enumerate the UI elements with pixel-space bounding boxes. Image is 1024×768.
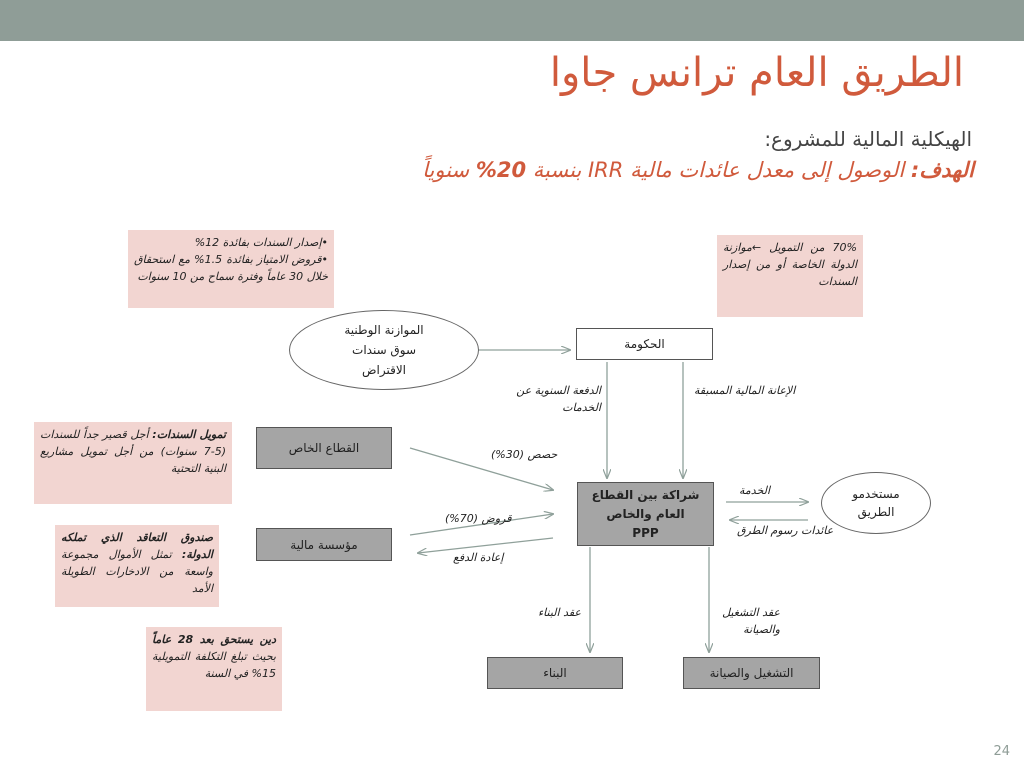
goal-label: الهدف:: [910, 158, 974, 182]
node-private-sector: القطاع الخاص: [256, 427, 392, 469]
note-funding-70-text: 70% من التمويل ←موازنة الدولة الخاصة أو من إصدار السندات: [723, 241, 857, 288]
label-om-contract: [718, 604, 780, 638]
note-bond-finance-bold: تمويل السندات:: [152, 428, 226, 441]
label-construction-contract: عقد البناء: [538, 606, 581, 619]
label-om-contract-text: عقد التشغيل والصيانة: [722, 606, 780, 636]
note-debt-text: بحيث تبلغ التكلفة التمويلية 15% في السنة: [152, 650, 276, 680]
goal-suffix: سنوياً: [422, 158, 476, 182]
label-service: الخدمة: [739, 484, 771, 497]
node-road-users: [821, 472, 931, 534]
slide-title: الطريق العام ترانس جاوا: [549, 50, 964, 96]
label-annual-payment: [506, 382, 601, 416]
node-government: الحكومة: [576, 328, 713, 360]
page-number: 24: [993, 744, 1010, 759]
slide-subtitle: الهيكلية المالية للمشروع:: [764, 127, 972, 151]
node-ppp-line2: العام والخاص: [606, 506, 685, 521]
goal-text: الوصول إلى معدل عائدات مالية IRR بنسبة: [526, 158, 911, 182]
label-loans: قروض (70%): [445, 512, 512, 525]
node-construction: البناء: [487, 657, 623, 689]
label-annual-payment-text: الدفعة السنوية عن الخدمات: [516, 384, 601, 414]
note-pension-fund: [55, 525, 219, 607]
node-budget-line1: الموازنة الوطنية: [344, 323, 424, 337]
label-repayment: إعادة الدفع: [453, 551, 504, 564]
node-road-users-line1: مستخدمو: [852, 487, 900, 501]
label-advance-subsidy: الإعانة المالية المسبقة: [694, 384, 796, 397]
label-shares: حصص (30%): [491, 448, 558, 461]
note-bond-finance: [34, 422, 232, 504]
node-road-users-line2: الطريق: [857, 505, 895, 519]
node-operation-maintenance: التشغيل والصيانة: [683, 657, 820, 689]
node-budget-line2: سوق سندات: [352, 343, 416, 357]
note-bonds-line2: •قروض الامتياز بفائدة 1.5% مع استحقاق خلال 30 عاماً وفترة سماح من 10 سنوات: [134, 253, 328, 283]
note-funding-70: [717, 235, 863, 317]
node-financial-institution: مؤسسة مالية: [256, 528, 392, 561]
note-bonds-loans: [128, 230, 334, 308]
note-debt: [146, 627, 282, 711]
node-ppp-line3: PPP: [632, 525, 659, 540]
node-ppp: [577, 482, 714, 546]
note-pension-text: تمثل الأموال مجموعة واسعة من الادخارات الطويلة الأمد: [61, 548, 213, 595]
goal-value: 20%: [475, 158, 527, 182]
note-bonds-line1: •إصدار السندات بفائدة 12%: [194, 236, 328, 249]
label-toll-revenue: عائدات رسوم الطرق: [737, 524, 834, 537]
node-ppp-line1: شراكة بين القطاع: [591, 487, 700, 502]
note-bond-finance-text: أجل قصير جداً للسندات (5-7 سنوات) من أجل تمويل مشاريع البنية التحتية: [40, 428, 226, 475]
node-budget-line3: الاقتراض: [362, 363, 406, 377]
note-debt-bold: دين يستحق بعد 28 عاماً: [152, 633, 276, 646]
note-pension-bold: صندوق التعاقد الذي تملكه الدولة:: [61, 531, 213, 561]
node-national-budget: [289, 310, 479, 390]
